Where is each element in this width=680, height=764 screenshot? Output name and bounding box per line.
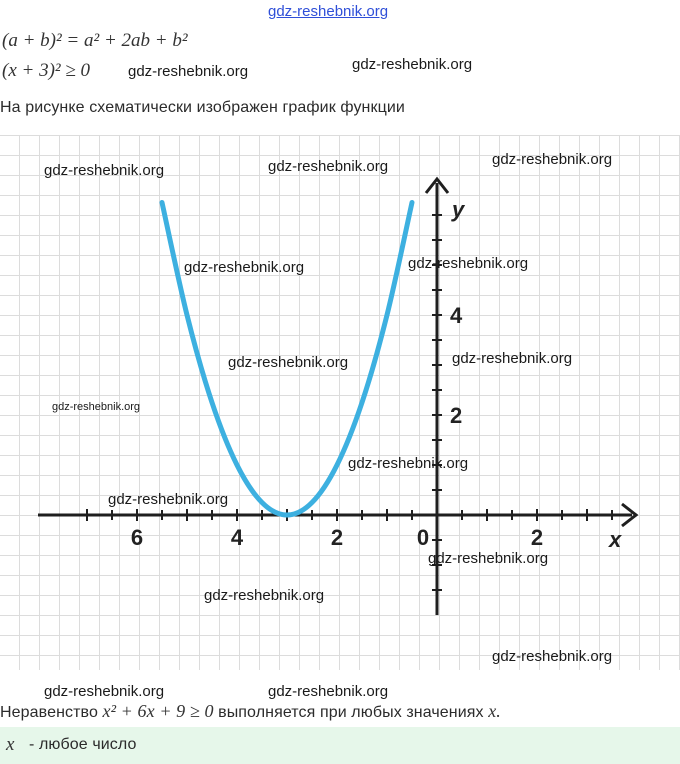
x-tick-labels xyxy=(131,525,543,550)
watermark: gdz-reshebnik.org xyxy=(44,162,165,179)
x-axis-label: x xyxy=(609,527,622,552)
x-tick-label: 2 xyxy=(530,525,544,550)
conclusion-before: Неравенство xyxy=(0,704,98,721)
watermark: gdz-reshebnik.org xyxy=(352,56,473,73)
watermark: gdz-reshebnik.org xyxy=(408,255,529,272)
conclusion-sentence xyxy=(0,701,501,722)
conclusion-after: выполняется при любых значениях xyxy=(218,704,484,721)
watermark: gdz-reshebnik.org xyxy=(428,550,549,567)
watermark: gdz-reshebnik.org xyxy=(492,648,613,665)
formula-binomial-square: (a + b)² = a² + 2ab + b² xyxy=(2,30,188,51)
answer-box xyxy=(0,727,680,764)
watermark: gdz-reshebnik.org xyxy=(452,350,573,367)
watermark: gdz-reshebnik.org xyxy=(268,683,389,700)
y-tick-label: 4 xyxy=(450,303,463,328)
watermark-small: gdz-reshebnik.org xyxy=(52,401,141,413)
watermark: gdz-reshebnik.org xyxy=(204,587,325,604)
answer-text: - любое число xyxy=(29,736,137,753)
watermark: gdz-reshebnik.org xyxy=(184,259,305,276)
watermark-top[interactable]: gdz-reshebnik.org xyxy=(268,3,389,20)
x-tick-label: 6 xyxy=(130,525,144,550)
y-tick-label: 2 xyxy=(450,403,463,428)
watermark: gdz-reshebnik.org xyxy=(348,455,469,472)
watermark: gdz-reshebnik.org xyxy=(44,683,165,700)
x-tick-label: 0 xyxy=(416,525,430,550)
answer-variable: x xyxy=(6,734,15,755)
watermark: gdz-reshebnik.org xyxy=(268,158,389,175)
x-tick-label: 2 xyxy=(330,525,344,550)
watermark: gdz-reshebnik.org xyxy=(108,491,229,508)
conclusion-variable: x. xyxy=(488,701,501,721)
intro-text: На рисунке схематически изображен график функции xyxy=(0,99,405,116)
y-axis-label: y xyxy=(452,197,465,222)
conclusion-inequality: x² + 6x + 9 ≥ 0 xyxy=(102,701,214,721)
watermark: gdz-reshebnik.org xyxy=(128,63,249,80)
watermark: gdz-reshebnik.org xyxy=(492,151,613,168)
formula-inequality: (x + 3)² ≥ 0 xyxy=(2,60,91,81)
x-tick-label: 4 xyxy=(230,525,244,550)
watermark: gdz-reshebnik.org xyxy=(228,354,349,371)
